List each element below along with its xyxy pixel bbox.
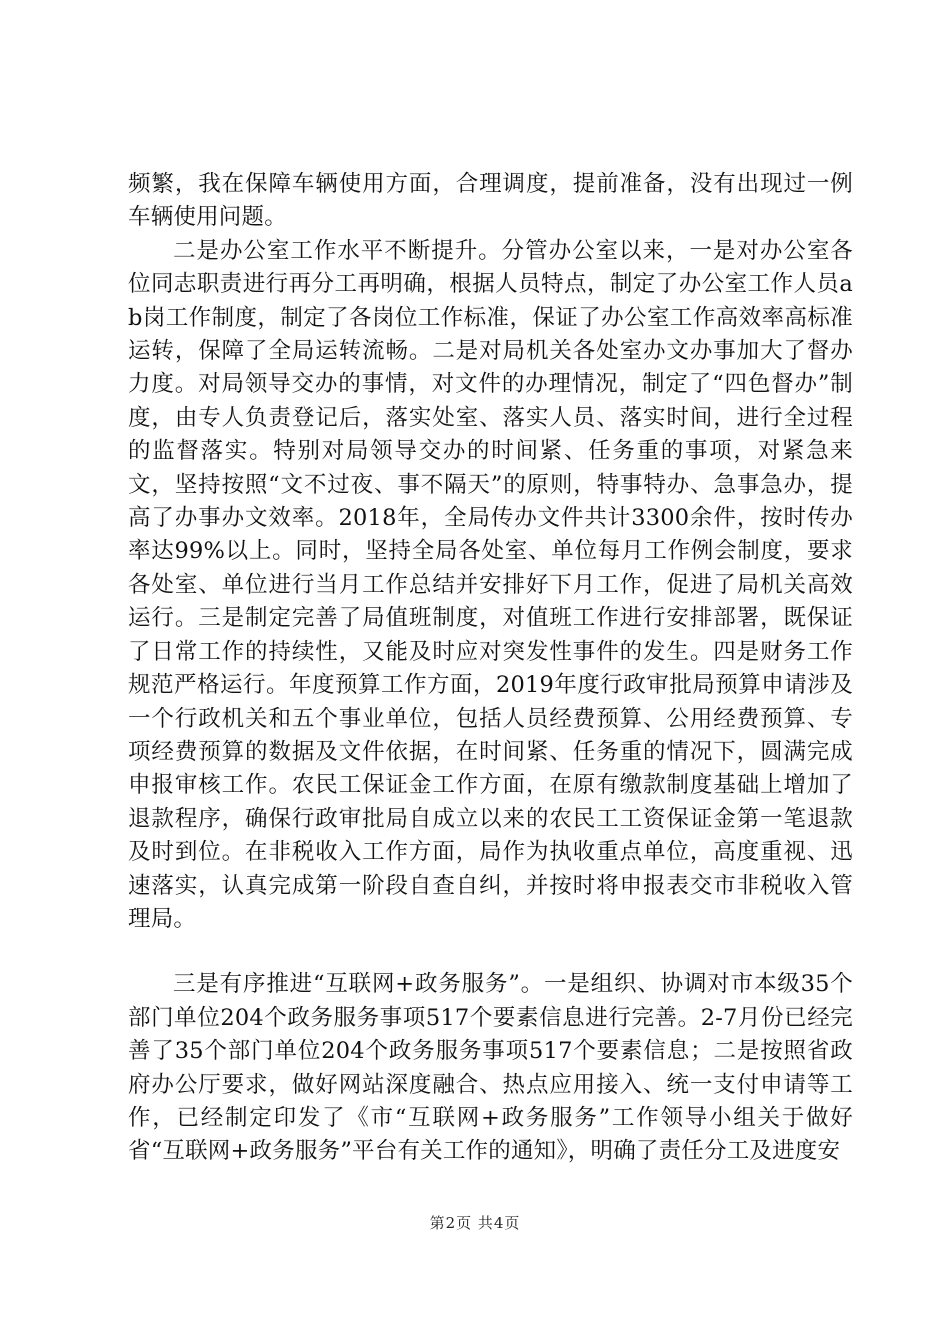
paragraph-continuation: 频繁，我在保障车辆使用方面，合理调度，提前准备，没有出现过一例车辆使用问题。 — [128, 171, 853, 231]
document-body — [128, 168, 853, 1169]
paragraph-internet-services: 三是有序推进“互联网+政务服务”。一是组织、协调对市本级35个部门单位204个政务服务事项517个要素信息进行完善。2-7月份已经完善了35个部门单位204个政务服务事项517个要素信息；二是按照省政府办公厅要求，做好网站深度融合、热点应用接入、统一支付申请等工作，已经制定印发了《市“互联网+政务服务”工作领导小组关于做好省“互联网+政务服务”平台有关工作的通知》，明确了责任分工及进度安 — [128, 971, 853, 1165]
paragraph-office-work: 二是办公室工作水平不断提升。分管办公室以来，一是对办公室各位同志职责进行再分工再明确，根据人员特点，制定了办公室工作人员ab岗工作制度，制定了各岗位工作标准，保证了办公室工作高效率高标准运转，保障了全局运转流畅。二是对局机关各处室办文办事加大了督办力度。对局领导交办的事情，对文件的办理情况，制定了“四色督办”制度，由专人负责登记后，落实处室、落实人员、落实时间，进行全过程的监督落实。特别对局领导交办的时间紧、任务重的事项，对紧急来文，坚持按照“文不过夜、事不隔天”的原则，特事特办、急事急办，提高了办事办文效率。2018年，全局传办文件共计3300余件，按时传办率达99%以上。同时，坚持全局各处室、单位每月工作例会制度，要求各处室、单位进行当月工作总结并安排好下月工作，促进了局机关高效运行。三是制定完善了局值班制度，对值班工作进行安排部署，既保证了日常工作的持续性，又能及时应对突发性事件的发生。四是财务工作规范严格运行。年度预算工作方面，2019年度行政审批局预算申请涉及一个行政机关和五个事业单位，包括人员经费预算、公用经费预算、专项经费预算的数据及文件依据，在时间紧、任务重的情况下，圆满完成申报审核工作。农民工保证金工作方面，在原有缴款制度基础上增加了退款程序，确保行政审批局自成立以来的农民工工资保证金第一笔退款及时到位。在非税收入工作方面，局作为执收重点单位，高度重视、迅速落实，认真完成第一阶段自查自纠，并按时将申报表交市非税收入管理局。 — [128, 237, 853, 932]
page-number-footer: 第2页 共4页 — [429, 1214, 521, 1232]
